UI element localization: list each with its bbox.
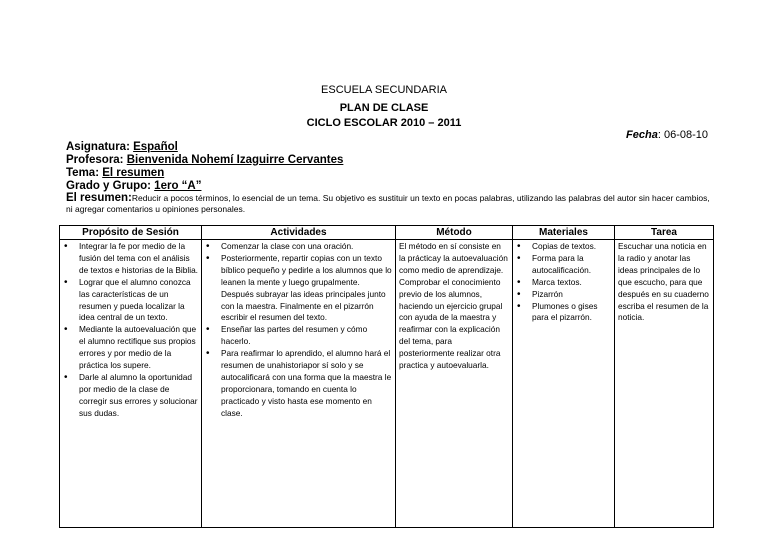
proposito-cell — [60, 240, 202, 528]
tarea-cell — [615, 240, 714, 528]
list-item: • Para reafirmar lo aprendido, el alumno hará el resumen de unahistoriapor sí solo y se autocalificará con una forma que la maestra le proporcionara, tomando en cuenta lo practicado y visto hasta ese momento en clase. — [221, 348, 392, 419]
tema-row — [66, 167, 164, 179]
fecha-label: Fecha — [626, 129, 658, 141]
asignatura-label: Asignatura: — [66, 141, 134, 153]
school-name: ESCUELA SECUNDARIA — [321, 84, 447, 96]
plan-title: PLAN DE CLASE — [339, 102, 429, 114]
resumen-text: Reducir a pocos términos, lo esencial de un tema. Su objetivo es sustituir un texto en pocas palabras, utilizando las palabras del autor sin hacer cambios, ni agregar comentarios u opiniones personales. — [66, 193, 710, 214]
list-item: • Plumones o gises para el pizarrón. — [532, 301, 611, 325]
list-item: • Comenzar la clase con una oración. — [221, 241, 392, 253]
list-item: • Mediante la autoevaluación que el alumno rectifique sus propios errores y por medio de la práctica los supere. — [79, 324, 198, 372]
metodo-text: El método en sí consiste en la prácticay la autoevaluación como medio de aprendizaje. Comprobar el conocimiento previo de los alumnos, haciendo un ejercicio grupal con ayuda de la maestra y reafirmar con la explicación del tema, para posteriormente realizar otra practica y autoevaluarla. — [399, 241, 508, 371]
resumen-label: El resumen: — [66, 192, 132, 204]
resumen-definition — [66, 193, 716, 215]
list-item: • Enseñar las partes del resumen y cómo hacerlo. — [221, 324, 392, 348]
header-metodo: Método — [396, 226, 513, 240]
asignatura-value: Español — [133, 141, 178, 153]
grado-label: Grado y Grupo: — [66, 180, 155, 192]
list-item: • Lograr que el alumno conozca las características de un resumen y pueda localizar la idea central de un texto. — [79, 277, 198, 325]
header-proposito: Propósito de Sesión — [60, 226, 202, 240]
list-item: • Darle al alumno la oportunidad por medio de la clase de corregir sus errores y solucionar sus dudas. — [79, 372, 198, 420]
profesora-row — [66, 154, 343, 166]
actividades-cell — [202, 240, 396, 528]
list-item: • Pizarrón — [532, 289, 611, 301]
grado-value: 1ero “A” — [154, 180, 202, 192]
materiales-cell — [513, 240, 615, 528]
school-cycle: CICLO ESCOLAR 2010 – 2011 — [306, 117, 462, 129]
list-item: • Posteriormente, repartir copias con un texto bíblico pequeño y pedirle a los alumnos que lo leanen la mente y luego grupalmente. Después subrayar las ideas principales junto con la maestra. Finalmente en el pizarrón escribir el resumen del texto. — [221, 253, 392, 324]
header-materiales: Materiales — [513, 226, 615, 240]
header-actividades: Actividades — [202, 226, 396, 240]
list-item: • Forma para la autocalificación. — [532, 253, 611, 277]
list-item: • Copias de textos. — [532, 241, 611, 253]
metodo-cell — [396, 240, 513, 528]
header-tarea: Tarea — [615, 226, 714, 240]
tarea-text: Escuchar una noticia en la radio y anotar las ideas principales de lo que escucho, para que después en su cuaderno escriba el resumen de la noticia. — [618, 241, 709, 323]
list-item: • Marca textos. — [532, 277, 611, 289]
tema-value: El resumen — [102, 167, 165, 179]
tema-label: Tema: — [66, 167, 103, 179]
asignatura-row — [66, 141, 178, 153]
grado-row — [66, 180, 201, 192]
profesora-value: Bienvenida Nohemí Izaguirre Cervantes — [126, 154, 344, 166]
fecha-value: : 06-08-10 — [657, 129, 708, 141]
fecha — [626, 129, 708, 141]
profesora-label: Profesora: — [66, 154, 127, 166]
list-item: • Integrar la fe por medio de la fusión del tema con el análisis de textos e historias de la Biblia. — [79, 241, 198, 277]
lesson-plan-table — [59, 225, 714, 528]
